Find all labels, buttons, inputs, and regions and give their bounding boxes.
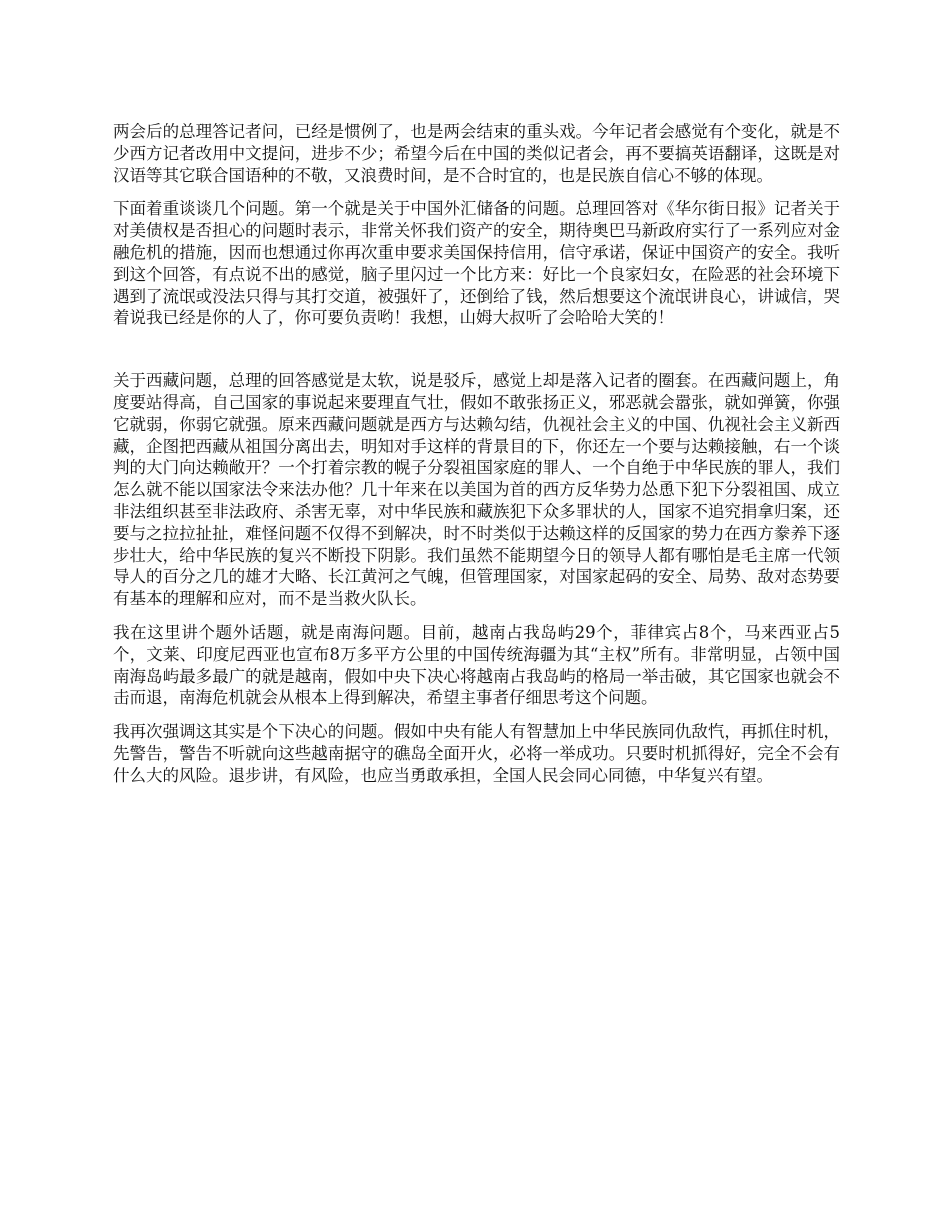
paragraph-2: 下面着重谈谈几个问题。第一个就是关于中国外汇储备的问题。总理回答对《华尔街日报》记者关于对美债权是否担心的问题时表示，非常关怀我们资产的安全，期待奥巴马新政府实行了一系列应对金融危机的措施，因而也想通过你再次重申要求美国保持信用，信守承诺，保证中国资产的安全。我听到这个回答，有点说不出的感觉，脑子里闪过一个比方来：好比一个良家妇女，在险恶的社会环境下遇到了流氓或没法只得与其打交道，被强奸了，还倒给了钱，然后想要这个流氓讲良心，讲诚信，哭着说我已经是你的人了，你可要负责哟！我想，山姆大叔听了会哈哈大笑的！ bbox=[113, 199, 840, 328]
paragraph-3: 关于西藏问题，总理的回答感觉是太软，说是驳斥，感觉上却是落入记者的圈套。在西藏问题上，角度要站得高，自己国家的事说起来要理直气壮，假如不敢张扬正义，邪恶就会嚣张，就如弹簧，你强它就弱，你弱它就强。原来西藏问题就是西方与达赖勾结，仇视社会主义的中国、仇视社会主义新西藏，企图把西藏从祖国分离出去，明知对手这样的背景目的下，你还左一个要与达赖接触，右一个谈判的大门向达赖敞开？一个打着宗教的幌子分裂祖国家庭的罪人、一个自绝于中华民族的罪人，我们怎么就不能以国家法令来法办他？几十年来在以美国为首的西方反华势力怂恿下犯下分裂祖国、成立非法组织甚至非法政府、杀害无辜，对中华民族和藏族犯下众多罪状的人，国家不追究捐拿归案，还要与之拉拉扯扯，难怪问题不仅得不到解决，时不时类似于达赖这样的反国家的势力在西方豢养下逐步壮大，给中华民族的复兴不断投下阴影。我们虽然不能期望今日的领导人都有哪怕是毛主席一代领导人的百分之几的雄才大略、长江黄河之气魄，但管理国家，对国家起码的安全、局势、敌对态势要有基本的理解和应对，而不是当救火队长。 bbox=[113, 371, 840, 609]
article-body bbox=[113, 121, 840, 799]
paragraph-1: 两会后的总理答记者问，已经是惯例了，也是两会结束的重头戏。今年记者会感觉有个变化，就是不少西方记者改用中文提问，进步不少；希望今后在中国的类似记者会，再不要搞英语翻译，这既是对汉语等其它联合国语种的不敬，又浪费时间，是不合时宜的，也是民族自信心不够的体现。 bbox=[113, 122, 840, 185]
paragraph-4: 我在这里讲个题外话题，就是南海问题。目前，越南占我岛屿29个，菲律宾占8个，马来西亚占5个，文莱、印度尼西亚也宣布8万多平方公里的中国传统海疆为其“主权”所有。非常明显，占领中国南海岛屿最多最广的就是越南，假如中央下决心将越南占我岛屿的格局一举击破，其它国家也就会不击而退，南海危机就会从根本上得到解决，希望主事者仔细思考这个问题。 bbox=[113, 622, 840, 708]
paragraph-5: 我再次强调这其实是个下决心的问题。假如中央有能人有智慧加上中华民族同仇敌忾，再抓住时机，先警告，警告不听就向这些越南据守的礁岛全面开火，必将一举成功。只要时机抓得好，完全不会有什么大的风险。退步讲，有风险，也应当勇敢承担，全国人民会同心同德，中华复兴有望。 bbox=[113, 722, 840, 785]
